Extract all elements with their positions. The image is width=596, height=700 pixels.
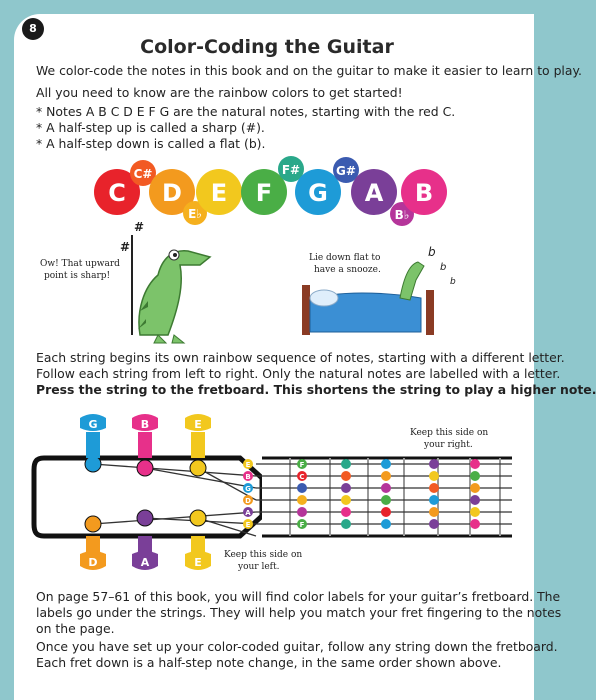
note-a-bubble xyxy=(351,169,397,215)
svg-text:E: E xyxy=(245,521,251,529)
bullet-natural-notes: * Notes A B C D E F G are the natural notes, starting with the red C. xyxy=(36,104,456,119)
svg-text:E: E xyxy=(210,179,228,207)
bullet-sharp: * A half-step up is called a sharp (#). xyxy=(36,120,265,135)
flat-caption-line-1: Lie down flat to xyxy=(309,253,381,263)
right-side-note-line-1: Keep this side on xyxy=(410,428,489,438)
flat-symbol-2: b xyxy=(440,262,447,273)
svg-text:G: G xyxy=(245,485,251,493)
sharp-symbol-2: # xyxy=(134,220,145,234)
svg-text:A: A xyxy=(364,179,384,207)
string-text-line-3: Press the string to the fretboard. This shortens the string to play a higher note. xyxy=(36,382,596,397)
svg-text:B: B xyxy=(245,473,251,481)
right-side-note-line-2: your right. xyxy=(424,440,473,450)
svg-text:D: D xyxy=(245,497,251,505)
outro-line-5: Each fret down is a half-step note change, in the same order shown above. xyxy=(36,655,502,670)
note-rainbow xyxy=(0,150,534,230)
peg-top-b xyxy=(132,414,158,458)
svg-text:B: B xyxy=(414,179,434,207)
svg-text:G#: G# xyxy=(336,164,356,178)
string-text-line-2: Follow each string from left to right. Only the natural notes are labelled with a letter. xyxy=(36,366,561,381)
svg-text:F: F xyxy=(299,461,305,469)
svg-text:E: E xyxy=(194,418,202,431)
crocodile-bed-illustration xyxy=(296,240,476,340)
left-side-note-line-1: Keep this side on xyxy=(224,550,303,560)
sharp-caption-line-2: point is sharp! xyxy=(44,271,111,281)
note-b-bubble xyxy=(401,169,447,215)
page-title: Color-Coding the Guitar xyxy=(140,36,394,58)
svg-text:F#: F# xyxy=(281,163,301,177)
outro-line-2: labels go under the strings. They will help you match your fret fingering to the notes xyxy=(36,605,562,620)
peg-top-e xyxy=(185,414,211,458)
note-e-bubble xyxy=(196,169,242,215)
svg-text:F: F xyxy=(299,521,305,529)
outro-line-3: on the page. xyxy=(36,621,115,636)
svg-text:A: A xyxy=(245,509,251,517)
outro-line-1: On page 57–61 of this book, you will find color labels for your guitar’s fretboard. The xyxy=(36,589,561,604)
svg-text:D: D xyxy=(162,179,182,207)
svg-text:D: D xyxy=(88,556,98,569)
intro-line-1: We color-code the notes in this book and on the guitar to make it easier to learn to play. xyxy=(36,63,582,78)
crocodile-sharp-illustration xyxy=(100,215,220,350)
peg-bottom-e xyxy=(185,536,211,570)
intro-line-2: All you need to know are the rainbow colors to get started! xyxy=(36,85,403,100)
note-g-bubble xyxy=(295,169,341,215)
svg-text:G: G xyxy=(308,179,328,207)
svg-text:C#: C# xyxy=(133,167,153,181)
svg-text:E: E xyxy=(194,556,202,569)
flat-symbol-1: b xyxy=(428,245,436,259)
flat-caption-line-2: have a snooze. xyxy=(314,265,381,275)
svg-text:C: C xyxy=(299,473,305,481)
svg-text:F: F xyxy=(255,179,273,207)
svg-text:E: E xyxy=(245,461,251,469)
left-side-note-line-2: your left. xyxy=(238,562,280,572)
svg-text:G: G xyxy=(88,418,98,431)
peg-top-g xyxy=(80,414,106,458)
sharp-caption-line-1: Ow! That upward xyxy=(40,259,120,269)
outro-line-4: Once you have set up your color-coded guitar, follow any string down the fretboard. xyxy=(36,639,558,654)
string-text-line-1: Each string begins its own rainbow sequence of notes, starting with a different letter. xyxy=(36,350,565,365)
peg-bottom-d xyxy=(80,536,106,570)
svg-text:A: A xyxy=(140,556,150,569)
sharp-symbol-1: # xyxy=(120,240,131,254)
peg-bottom-a xyxy=(132,536,158,570)
svg-text:B♭: B♭ xyxy=(394,208,410,222)
bullet-flat: * A half-step down is called a flat (b). xyxy=(36,136,266,151)
svg-text:B: B xyxy=(140,418,150,431)
page-number-badge: 8 xyxy=(22,18,44,40)
svg-text:E♭: E♭ xyxy=(188,207,202,221)
flat-symbol-3: b xyxy=(450,277,456,287)
svg-text:C: C xyxy=(108,179,126,207)
